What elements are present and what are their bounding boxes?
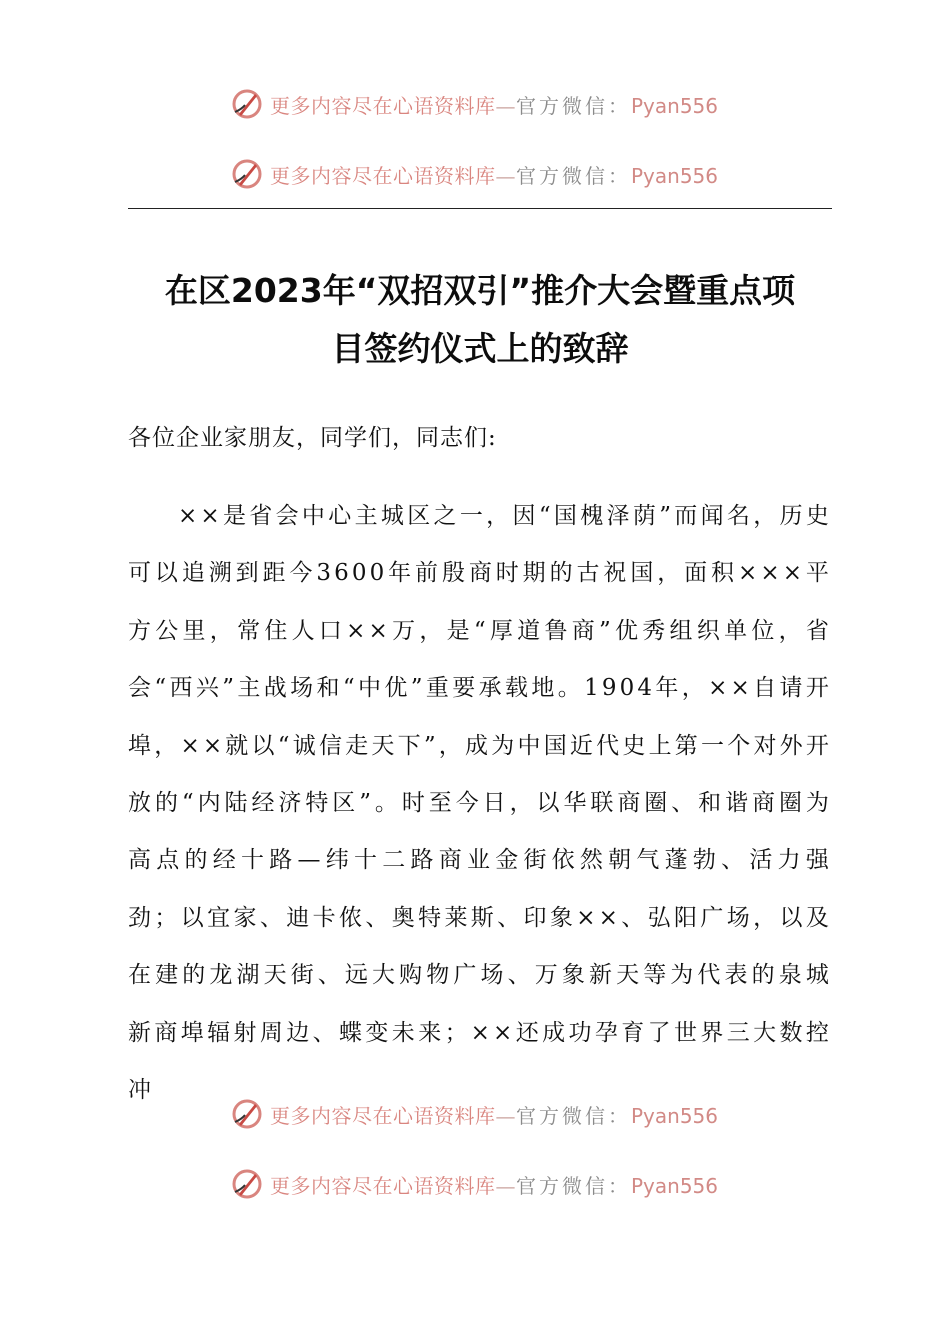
quill-pen-icon [230, 87, 264, 121]
watermark-banner-bottom-2 [230, 1164, 718, 1204]
watermark-banner-bottom-1 [230, 1094, 718, 1134]
watermark-site-text: 更多内容尽在心语资料库 [270, 163, 496, 188]
title-line-2: 目签约仪式上的致辞 [331, 329, 629, 368]
watermark-dash: — [495, 1173, 516, 1198]
watermark-site-text: 更多内容尽在心语资料库 [270, 1173, 496, 1198]
watermark-dash: — [495, 1103, 516, 1128]
greeting-line: 各位企业家朋友，同学们，同志们: [128, 425, 497, 451]
watermark-site-text: 更多内容尽在心语资料库 [270, 1103, 496, 1128]
watermark-official-label: 官方微信： [516, 93, 631, 118]
quill-pen-icon [230, 157, 264, 191]
watermark-dash: — [495, 163, 516, 188]
watermark-banner-top-1 [230, 84, 718, 124]
quill-pen-icon [230, 1167, 264, 1201]
watermark-official-label: 官方微信： [516, 1103, 631, 1128]
watermark-wechat-id: Pyan556 [631, 1173, 719, 1198]
watermark-site-text: 更多内容尽在心语资料库 [270, 93, 496, 118]
title-line-1: 在区2023年“双招双引”推介大会暨重点项 [164, 271, 796, 310]
quill-pen-icon [230, 1097, 264, 1131]
watermark-wechat-id: Pyan556 [631, 93, 719, 118]
watermark-dash: — [495, 93, 516, 118]
watermark-wechat-id: Pyan556 [631, 163, 719, 188]
watermark-official-label: 官方微信： [516, 1173, 631, 1198]
document-title [128, 262, 832, 378]
watermark-wechat-id: Pyan556 [631, 1103, 719, 1128]
watermark-banner-top-2 [230, 154, 718, 194]
body-paragraph-1: ××是省会中心主城区之一，因“国槐泽荫”而闻名，历史可以追溯到距今3600年前殷商时期的古祝国，面积×××平方公里，常住人口××万，是“厚道鲁商”优秀组织单位，省会“西兴”主战场和“中优”重要承载地。1904年，××自请开埠，××就以“诚信走天下”，成为中国近代史上第一个对外开放的“内陆经济特区”。时至今日，以华联商圈、和谐商圈为高点的经十路—纬十二路商业金街依然朝气蓬勃、活力强劲；以宜家、迪卡侬、奥特莱斯、印象××、弘阳广场，以及在建的龙湖天街、远大购物广场、万象新天等为代表的泉城新商埠辐射周边、蝶变未来；××还成功孕育了世界三大数控冲 [128, 503, 832, 1104]
watermark-official-label: 官方微信： [516, 163, 631, 188]
header-divider [128, 208, 832, 209]
